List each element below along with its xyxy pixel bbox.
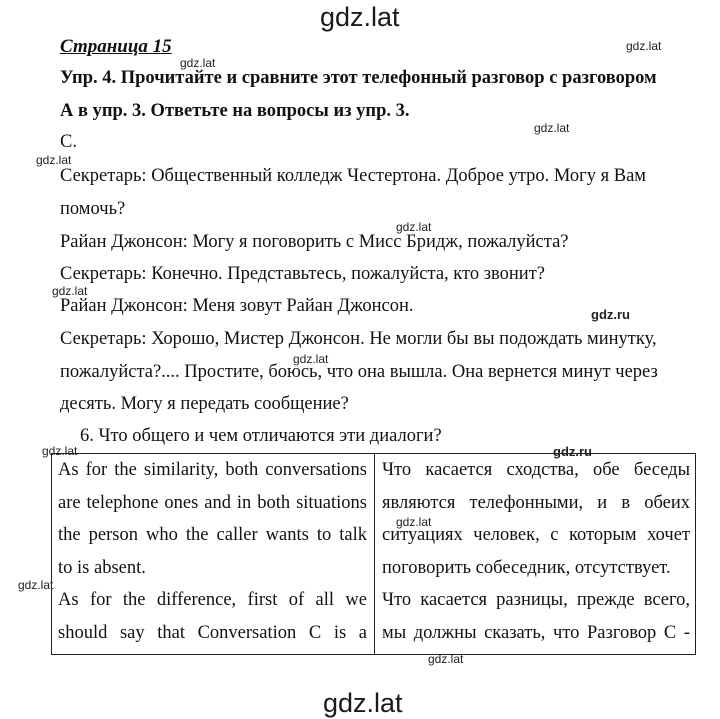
table-line: are telephone ones and in both situations xyxy=(58,492,367,513)
watermark-small: gdz.lat xyxy=(534,121,570,135)
watermark-small: gdz.lat xyxy=(52,284,88,298)
dialog-label: С. xyxy=(60,132,77,152)
watermark-small: gdz.lat xyxy=(428,652,464,666)
table-line: являются телефонными, и в обеих xyxy=(382,492,690,513)
watermark-small: gdz.lat xyxy=(18,578,54,592)
table-line: should say that Conversation C is a xyxy=(58,622,367,643)
table-line: поговорить собеседник, отсутствует. xyxy=(382,557,671,578)
table-cell-english xyxy=(58,456,367,652)
watermark-ru: gdz.ru xyxy=(553,444,592,459)
table-line: Что касается сходства, обе беседы xyxy=(382,460,690,480)
watermark-small: gdz.lat xyxy=(626,39,662,53)
table-line: Что касается разницы, прежде всего, xyxy=(382,590,690,611)
watermark-small: gdz.lat xyxy=(180,56,216,70)
watermark-top: gdz.lat xyxy=(320,2,400,32)
dialog-line: Секретарь: Хорошо, Мистер Джонсон. Не могли бы вы подождать минутку, xyxy=(60,329,657,349)
dialog-line: Райан Джонсон: Меня зовут Райан Джонсон. xyxy=(60,296,414,316)
watermark-small: gdz.lat xyxy=(396,515,432,529)
table-line: мы должны сказать, что Разговор С - xyxy=(382,622,690,643)
table-line: ситуациях человек, с которым хочет xyxy=(382,525,690,546)
dialog-line: Секретарь: Общественный колледж Честертона. Доброе утро. Могу я Вам xyxy=(60,166,646,186)
table-cell-russian xyxy=(382,456,690,652)
watermark-bottom: gdz.lat xyxy=(323,688,403,718)
question: 6. Что общего и чем отличаются эти диалоги? xyxy=(80,426,442,446)
dialog-line: помочь? xyxy=(60,199,126,219)
table-divider xyxy=(374,454,375,654)
table-line: As for the similarity, both conversations xyxy=(58,460,367,480)
table-line: the person who the caller wants to talk xyxy=(58,525,367,546)
watermark-small: gdz.lat xyxy=(42,444,78,458)
answer-table xyxy=(51,453,696,655)
page-title: Страница 15 xyxy=(60,36,172,57)
exercise-heading-line: Упр. 4. Прочитайте и сравните этот телефонный разговор с разговором xyxy=(60,68,657,88)
watermark-small: gdz.lat xyxy=(293,352,329,366)
watermark-small: gdz.lat xyxy=(396,220,432,234)
dialog-line: десять. Могу я передать сообщение? xyxy=(60,394,349,414)
watermark-ru: gdz.ru xyxy=(591,307,630,322)
exercise-heading-line: А в упр. 3. Ответьте на вопросы из упр. 3. xyxy=(60,101,410,121)
dialog-line: Секретарь: Конечно. Представьтесь, пожалуйста, кто звонит? xyxy=(60,264,546,284)
dialog-line: пожалуйста?.... Простите, боюсь, что она вышла. Она вернется минут через xyxy=(60,362,658,382)
table-line: As for the difference, first of all we xyxy=(58,590,367,611)
dialog-line: Райан Джонсон: Могу я поговорить с Мисс Бридж, пожалуйста? xyxy=(60,232,569,252)
watermark-small: gdz.lat xyxy=(36,153,72,167)
table-line: to is absent. xyxy=(58,557,146,578)
